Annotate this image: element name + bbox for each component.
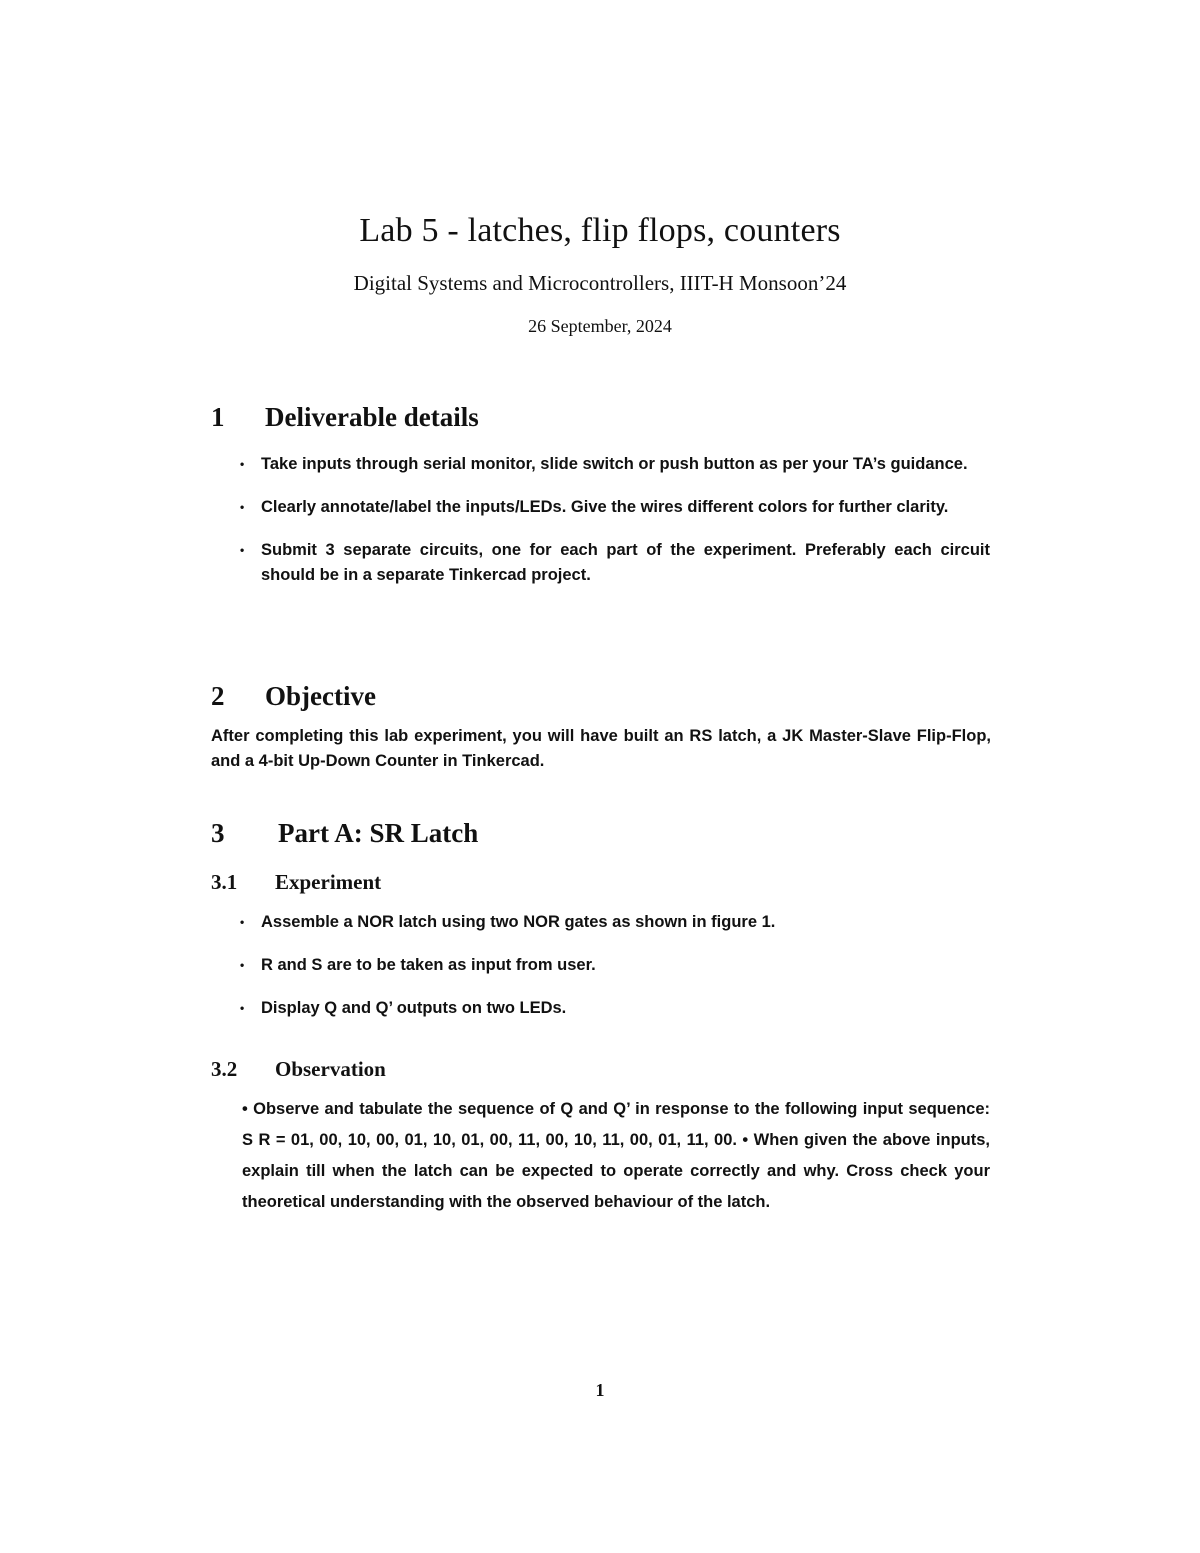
list-item-text: Assemble a NOR latch using two NOR gates as shown in figure 1. [261,913,776,931]
section-heading-deliverables [211,402,479,433]
list-item-text: Display Q and Q’ outputs on two LEDs. [261,999,567,1017]
list-item [240,910,990,935]
subsection-number: 3.2 [211,1057,238,1081]
section-heading-objective [211,681,376,712]
subsection-title: Observation [275,1057,386,1081]
list-item [240,538,990,588]
page-number: 1 [595,1380,605,1400]
list-item-text: Take inputs through serial monitor, slide switch or push button as per your TA’s guidance. [261,455,968,473]
subsection-heading-experiment [211,870,381,895]
subsection-number: 3.1 [211,870,238,894]
document-subtitle: Digital Systems and Microcontrollers, IIIT-H Monsoon’24 [353,271,847,295]
deliverables-list [240,452,990,606]
list-item [240,953,990,978]
objective-text: After completing this lab experiment, you will have built an RS latch, a JK Master-Slave Flip-Flop, and a 4-bit Up-Down Counter in Tinkercad. [211,727,991,770]
section-heading-part-a [211,818,478,849]
experiment-list [240,910,990,1039]
list-item [240,996,990,1021]
bullet-icon: • [240,958,245,972]
section-title: Objective [265,681,376,711]
section-number: 2 [211,681,225,711]
bullet-icon: • [240,457,245,471]
bullet-icon: • [240,543,245,557]
bullet-icon: • [240,915,245,929]
section-number: 1 [211,402,225,432]
section-title: Part A: SR Latch [278,818,479,848]
list-item [240,495,990,520]
bullet-icon: • [240,1001,245,1015]
document-title: Lab 5 - latches, flip flops, counters [359,212,841,249]
list-item-text: Clearly annotate/label the inputs/LEDs. Give the wires different colors for further clarity. [261,498,949,516]
observation-text: • Observe and tabulate the sequence of Q and Q’ in response to the following input sequence: S R = 01, 00, 10, 00, 01, 10, 01, 00, 11, 00, 10, 11, 00, 01, 11, 00. • When given the above inputs, explain till when the latch can be expected to operate correctly and why. Cross check your theoretical understanding with the observed behaviour of the latch. [242,1100,990,1211]
section-title: Deliverable details [265,402,479,432]
list-item-text: Submit 3 separate circuits, one for each part of the experiment. Preferably each circuit should be in a separate Tinkercad project. [261,541,990,584]
bullet-icon: • [240,500,245,514]
document-date: 26 September, 2024 [528,316,672,336]
subsection-heading-observation [211,1057,386,1082]
list-item-text: R and S are to be taken as input from user. [261,956,596,974]
subsection-title: Experiment [275,870,382,894]
section-number: 3 [211,818,225,848]
list-item [240,452,990,477]
